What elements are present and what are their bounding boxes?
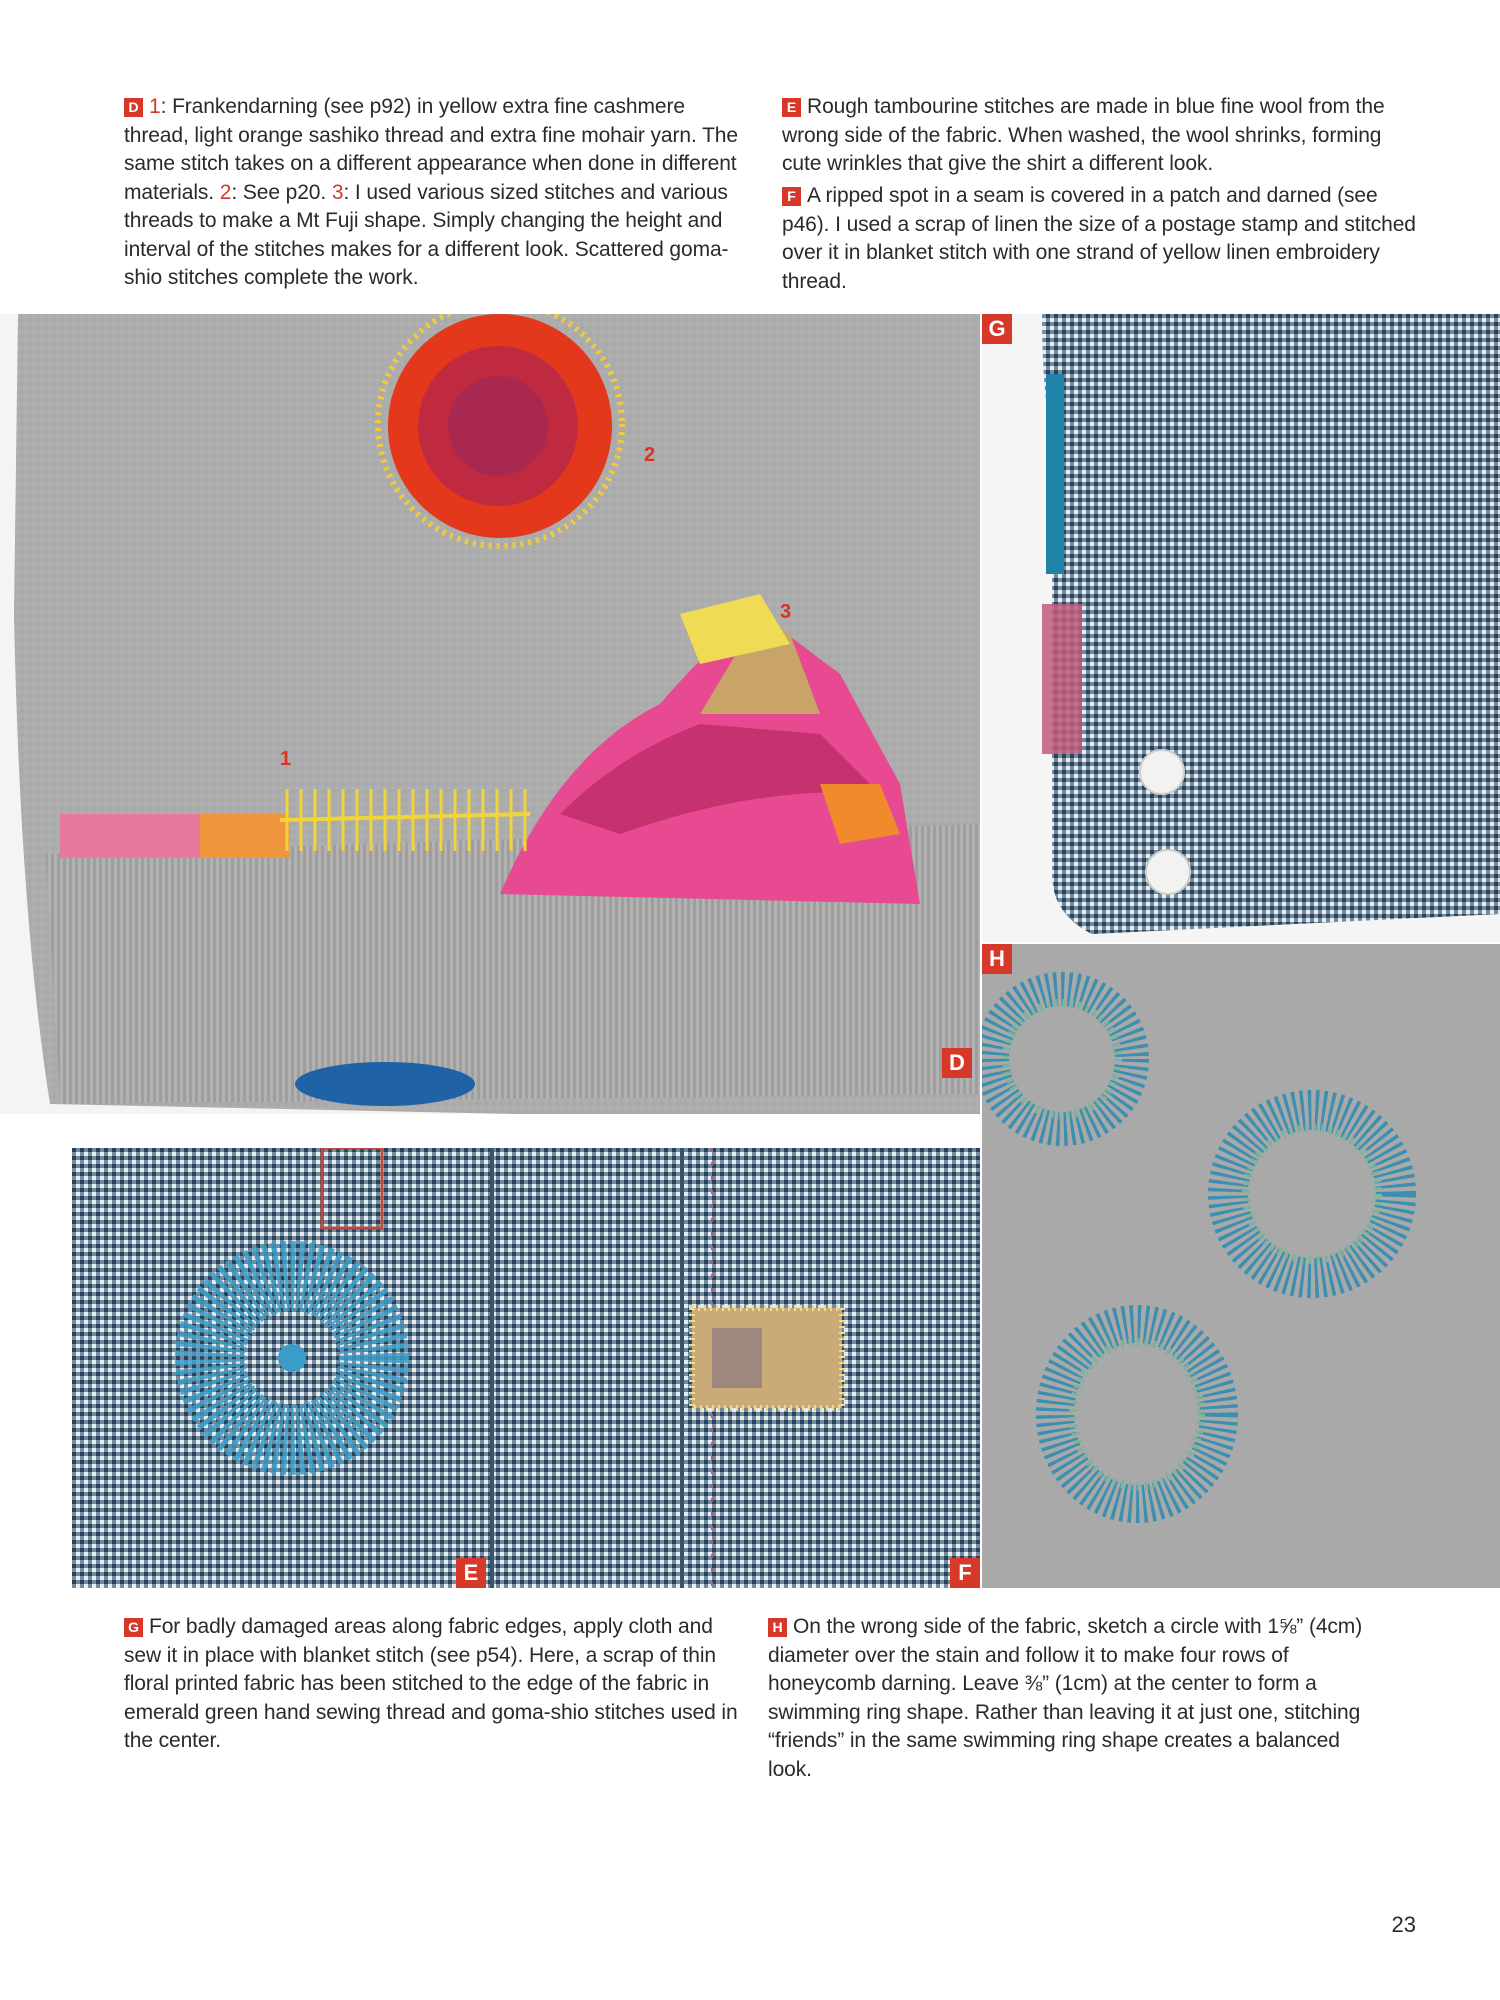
caption-h-text: On the wrong side of the fabric, sketch a circle with 1⅝” (4cm) diameter over the stain and follow it to make four rows of honeycomb darning. Leave ⅜” (1cm) at the center to form a swimming ring shape. Rather than leaving it at just one, stitching “friends” in the same swimming ring shape creates a balanced look.: [768, 1615, 1363, 1781]
page-number: 23: [1391, 1912, 1416, 1937]
sweater-illustration: [0, 314, 980, 1114]
caption-g-text: For badly damaged areas along fabric edges, apply cloth and sew it in place with blanket stitch (see p54). Here, a scrap of thin floral printed fabric has been stitched to the edge of the fabric in emerald green hand sewing thread and goma-shio stitches used in the center.: [124, 1615, 738, 1752]
caption-d-badge: D: [124, 98, 143, 117]
teal-edge-binding: [1046, 374, 1064, 574]
caption-g: [124, 1613, 744, 1756]
photo-d-label-3: 3: [780, 601, 792, 623]
linen-patch: [692, 1308, 842, 1408]
caption-h-badge: H: [768, 1618, 787, 1637]
caption-h: [768, 1613, 1388, 1784]
caption-e: [782, 93, 1422, 179]
photo-h-badge: H: [982, 944, 1012, 974]
gingham-fabric: [1042, 314, 1500, 934]
photo-g-badge: G: [982, 314, 1012, 344]
caption-e-text: Rough tambourine stitches are made in blue fine wool from the wrong side of the fabric. When washed, the wool shrinks, forming cute wrinkles that give the shirt a different look.: [782, 95, 1385, 175]
caption-d-text-1: : Frankendarning (see p92) in yellow extra fine cashmere thread, light orange sashiko thread and extra fine mohair yarn. The same stitch takes on a different appearance when done in different materials.: [124, 95, 738, 204]
photo-h-honeycomb: [982, 944, 1500, 1588]
caption-e-badge: E: [782, 98, 801, 117]
photo-e-badge: E: [456, 1558, 486, 1588]
photo-d-sweater: [0, 314, 980, 1114]
caption-d-text-3: : I used various sized stitches and various threads to make a Mt Fuji shape. Simply changing the height and interval of the stitches makes for a different look. Scattered goma-shio stitches complete the work.: [124, 180, 729, 289]
caption-f: [782, 182, 1422, 296]
caption-g-badge: G: [124, 1618, 143, 1637]
shirt-edge-illustration: [982, 314, 1500, 942]
photo-f-badge: F: [950, 1558, 980, 1588]
photo-d-label-1: 1: [280, 748, 292, 770]
shirt-button-1: [1140, 750, 1184, 794]
ref-number-2: 2: [219, 180, 232, 204]
photo-g-shirt-edge: [982, 314, 1500, 942]
photo-ef-shirt: [72, 1148, 980, 1588]
honeycomb-illustration: [982, 944, 1500, 1588]
shirt-button-2: [1146, 850, 1190, 894]
caption-f-text: A ripped spot in a seam is covered in a patch and darned (see p46). I used a scrap of linen the size of a postage stamp and stitched over it in blanket stitch with one strand of yellow linen embroidery thread.: [782, 184, 1416, 293]
caption-f-badge: F: [782, 187, 801, 206]
ref-number-3: 3: [331, 180, 344, 204]
ref-number-1: 1: [149, 95, 161, 118]
photo-d-badge: D: [942, 1048, 972, 1078]
photo-d-label-2: 2: [644, 444, 656, 466]
shirt-front-illustration: [72, 1148, 980, 1588]
blue-patch: [295, 1062, 475, 1106]
caption-d: [124, 93, 752, 293]
caption-d-text-2: : See p20.: [231, 180, 332, 204]
floral-patch: [1042, 604, 1082, 754]
